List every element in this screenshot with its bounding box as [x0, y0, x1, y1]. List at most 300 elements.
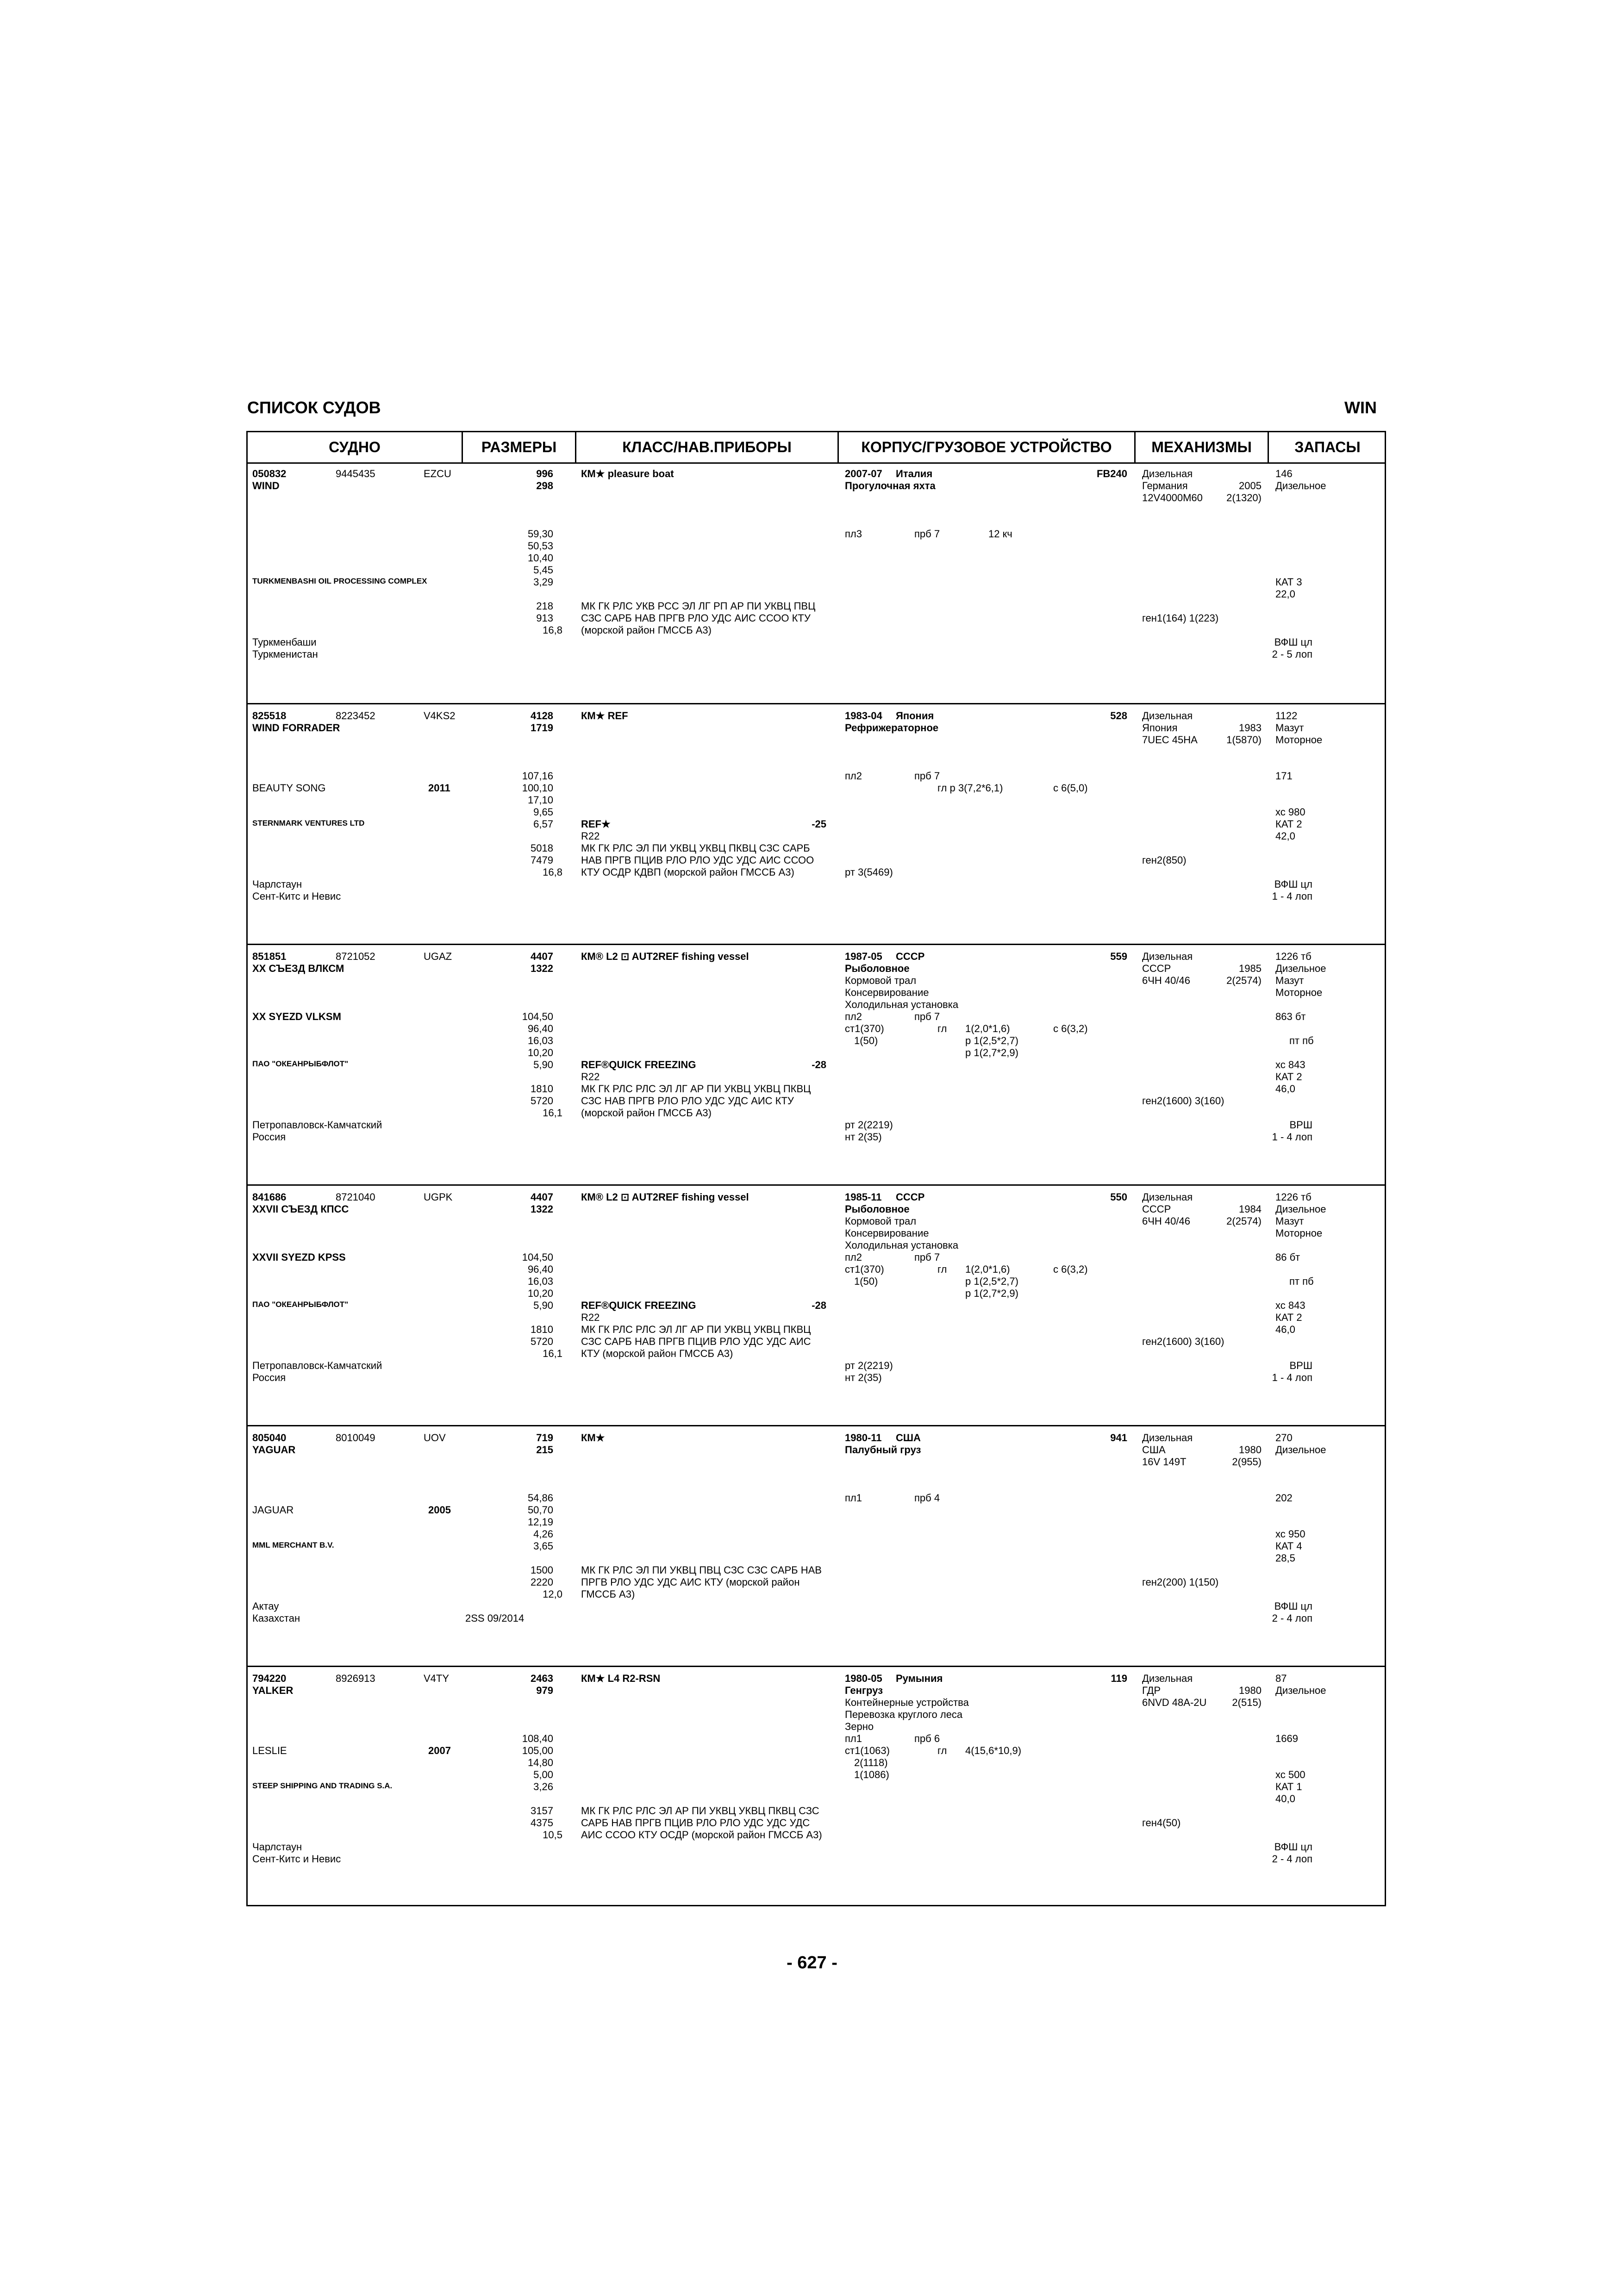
stores-value: Моторное: [1275, 1227, 1323, 1239]
ship-record: [248, 1184, 1385, 1425]
dimension-value: 107,16: [522, 770, 553, 782]
hull-hatch-label: гл: [937, 1263, 947, 1275]
engine-power: 2(955): [1232, 1456, 1262, 1468]
stores-value: Мазут: [1275, 1215, 1304, 1227]
generators: ген2(1600) 3(160): [1142, 1336, 1224, 1347]
class-notation: КМ★ REF: [581, 710, 628, 722]
hull-decks: пл3: [845, 528, 862, 540]
stores-value: 1122: [1275, 710, 1298, 722]
register-number: 825518: [252, 710, 287, 722]
call-sign: UGAZ: [424, 951, 452, 962]
dimension-value: 12,0: [543, 1588, 562, 1600]
build-country: США: [896, 1432, 921, 1444]
build-country: Румыния: [896, 1673, 943, 1684]
engine-year: 1985: [1239, 963, 1262, 974]
build-country: Япония: [896, 710, 934, 722]
dimension-value: 59,30: [527, 528, 553, 540]
stores-value: ВФШ цл: [1274, 1841, 1312, 1853]
ship-name: YALKER: [252, 1685, 294, 1696]
dimension-value: 14,80: [527, 1757, 553, 1768]
dimension-value: 4,26: [533, 1528, 553, 1540]
navigation-equipment: МК ГК РЛС РЛС ЭЛ АР ПИ УКВЦ УКВЦ ПКВЦ СЗС САРБ НАВ ПРГВ ПЦИВ РЛО РЛО УДС УДС УДС АИС ССОО КТУ ОСДР (морской район ГМССБ А3): [581, 1805, 822, 1841]
dimension-value: 218: [536, 600, 553, 612]
hull-cranes: с 6(5,0): [1053, 782, 1088, 794]
engine-model: 7UEC 45HA: [1142, 734, 1198, 746]
stores-value: 1226 тб: [1275, 951, 1312, 962]
owner-name: ПАО "ОКЕАНРЫБФЛОТ": [252, 1059, 349, 1068]
dimension-value: 12,19: [527, 1516, 553, 1528]
ship-type: Рыболовное: [845, 1203, 910, 1215]
build-date: 1985-11: [845, 1191, 882, 1203]
imo-number: 8223452: [336, 710, 375, 722]
navigation-equipment: МК ГК РЛС РЛС ЭЛ ЛГ АР ПИ УКВЦ УКВЦ ПКВЦ СЗС САРБ НАВ ПРГВ ПЦИВ РЛО УДС УДС АИС КТУ (морской район ГМССБ А3): [581, 1324, 811, 1359]
hull-hatch: р 1(2,7*2,9): [965, 1288, 1018, 1299]
ship-record: [248, 1666, 1385, 1906]
engine-country: Германия: [1142, 480, 1188, 492]
hull-stern-ramp: ст1(370): [845, 1263, 884, 1275]
dimension-value: 298: [536, 480, 553, 492]
yard-number: 559: [1110, 951, 1127, 962]
stores-value: 22,0: [1275, 588, 1295, 600]
stores-value: Дизельное: [1275, 480, 1326, 492]
hull-speed: 12 кч: [988, 528, 1012, 540]
dimension-value: 2220: [531, 1576, 553, 1588]
stores-value: 1226 тб: [1275, 1191, 1312, 1203]
imo-number: 8926913: [336, 1673, 375, 1684]
dimension-value: 50,53: [527, 540, 553, 552]
engine-year: 2005: [1239, 480, 1262, 492]
dimension-value: 1810: [531, 1083, 553, 1095]
ship-record: [248, 944, 1385, 1184]
ship-name: ХХ СЪЕЗД ВЛКСМ: [252, 963, 344, 974]
column-header-machinery: МЕХАНИЗМЫ: [1134, 432, 1268, 462]
dimension-value: 104,50: [522, 1251, 553, 1263]
refrigeration-temperature: -28: [812, 1300, 826, 1311]
dimension-value: 3,65: [533, 1540, 553, 1552]
stores-value: пт пб: [1289, 1035, 1314, 1046]
dimension-value: 10,20: [527, 1288, 553, 1299]
column-header-hull: КОРПУС/ГРУЗОВОЕ УСТРОЙСТВО: [837, 432, 1134, 462]
yard-number: 119: [1111, 1673, 1127, 1684]
hull-feature: Контейнерные устройства: [845, 1697, 969, 1708]
dimension-value: 913: [536, 612, 553, 624]
yard-number: 941: [1110, 1432, 1127, 1444]
hull-tanks: рт 2(2219): [845, 1119, 893, 1131]
column-header-stores: ЗАПАСЫ: [1268, 432, 1386, 462]
flag-state: Туркменистан: [252, 648, 318, 660]
generators: ген4(50): [1142, 1817, 1181, 1829]
class-notation: КМ★ L4 R2-RSN: [581, 1673, 661, 1684]
stores-value: Дизельное: [1275, 1444, 1326, 1456]
register-number: 794220: [252, 1673, 287, 1684]
stores-value: Дизельное: [1275, 1685, 1326, 1696]
hull-hatch-label: гл: [937, 1023, 947, 1034]
engine-type: Дизельная: [1142, 710, 1193, 722]
engine-country: ГДР: [1142, 1685, 1161, 1696]
dimension-value: 5,90: [533, 1059, 553, 1070]
dimension-value: 4375: [531, 1817, 553, 1829]
stores-value: хс 980: [1275, 806, 1305, 818]
stores-value: Дизельное: [1275, 1203, 1326, 1215]
hull-hatch-label: гл: [937, 1745, 947, 1756]
hull-decks: пл1: [845, 1733, 862, 1744]
dimension-value: 3,26: [533, 1781, 553, 1792]
hull-cranes: с 6(3,2): [1053, 1263, 1088, 1275]
generators: ген1(164) 1(223): [1142, 612, 1219, 624]
flag-state: Сент-Китс и Невис: [252, 890, 341, 902]
engine-type: Дизельная: [1142, 1432, 1193, 1444]
hull-feature: Холодильная установка: [845, 999, 959, 1010]
hull-tanks: нт 2(35): [845, 1131, 882, 1143]
stores-value: 863 бт: [1275, 1011, 1306, 1022]
dimension-value: 1719: [531, 722, 553, 734]
stores-value: 2 - 4 лоп: [1272, 1853, 1312, 1865]
class-notation: КМ★: [581, 1432, 605, 1444]
imo-number: 8721040: [336, 1191, 375, 1203]
home-port: Чарлстаун: [252, 878, 302, 890]
refrigerant-agent: R22: [581, 830, 600, 842]
stores-value: Моторное: [1275, 734, 1323, 746]
refrigeration-class: REF®QUICK FREEZING: [581, 1059, 696, 1070]
dimension-value: 1322: [531, 1203, 553, 1215]
dimension-value: 5,90: [533, 1300, 553, 1311]
home-port: Петропавловск-Камчатский: [252, 1119, 382, 1131]
hull-hatch: 1(2,0*1,6): [965, 1263, 1010, 1275]
owner-name: STEEP SHIPPING AND TRADING S.A.: [252, 1781, 393, 1790]
ship-name: YAGUAR: [252, 1444, 296, 1456]
hull-hatch: 4(15,6*10,9): [965, 1745, 1022, 1756]
dimension-value: 16,1: [543, 1107, 562, 1119]
call-sign: V4KS2: [424, 710, 456, 722]
stores-value: КАТ 2: [1275, 1071, 1302, 1083]
dimension-value: 96,40: [527, 1263, 553, 1275]
hull-ramp-capacity: 1(50): [854, 1035, 878, 1046]
refrigeration-temperature: -25: [812, 818, 826, 830]
stores-value: 87: [1275, 1673, 1287, 1684]
stores-value: 1 - 4 лоп: [1272, 1131, 1312, 1143]
dimension-value: 5018: [531, 842, 553, 854]
former-name: LESLIE: [252, 1745, 287, 1756]
stores-value: ВРШ: [1289, 1119, 1312, 1131]
ship-record: [248, 1425, 1385, 1666]
hull-tanks: рт 2(2219): [845, 1360, 893, 1371]
page-number: - 627 -: [787, 1953, 837, 1972]
hull-bulkheads: прб 7: [914, 770, 940, 782]
engine-power: 2(1320): [1226, 492, 1262, 504]
generators: ген2(200) 1(150): [1142, 1576, 1219, 1588]
dimension-value: 54,86: [527, 1492, 553, 1504]
navigation-equipment: МК ГК РЛС ЭЛ ПИ УКВЦ ПВЦ СЗС СЗС САРБ НАВ ПРГВ РЛО УДС УДС АИС КТУ (морской район ГМССБ А3): [581, 1564, 822, 1600]
dimension-value: 10,40: [527, 552, 553, 564]
dimension-value: 1322: [531, 963, 553, 974]
engine-model: 12V4000M60: [1142, 492, 1203, 504]
call-sign: V4TY: [424, 1673, 450, 1684]
build-country: СССР: [896, 1191, 925, 1203]
dimension-value: 3,29: [533, 576, 553, 588]
survey-note: 2SS 09/2014: [465, 1612, 525, 1624]
register-number: 050832: [252, 468, 287, 479]
flag-state: Россия: [252, 1131, 286, 1143]
engine-country: СССР: [1142, 963, 1171, 974]
hull-cranes: с 6(3,2): [1053, 1023, 1088, 1034]
stores-value: ВФШ цл: [1274, 878, 1312, 890]
register-number: 851851: [252, 951, 287, 962]
dimension-value: 2463: [531, 1673, 553, 1684]
stores-value: 46,0: [1275, 1324, 1295, 1335]
build-date: 1980-11: [845, 1432, 882, 1444]
build-country: СССР: [896, 951, 925, 962]
dimension-value: 100,10: [522, 782, 553, 794]
stores-value: 86 бт: [1275, 1251, 1300, 1263]
hull-decks: пл2: [845, 1251, 862, 1263]
home-port: Актау: [252, 1600, 279, 1612]
dimension-value: 16,8: [543, 624, 562, 636]
dimension-value: 108,40: [522, 1733, 553, 1744]
hull-holds: гл р 3(7,2*6,1): [937, 782, 1003, 794]
hull-decks: пл2: [845, 1011, 862, 1022]
imo-number: 9445435: [336, 468, 375, 479]
stores-value: 28,5: [1275, 1552, 1295, 1564]
stores-value: 202: [1275, 1492, 1293, 1504]
hull-feature: Зерно: [845, 1721, 874, 1732]
ship-record: [248, 462, 1385, 703]
stores-value: пт пб: [1289, 1276, 1314, 1287]
engine-year: 1983: [1239, 722, 1262, 734]
ship-name: WIND FORRADER: [252, 722, 340, 734]
dimension-value: 16,1: [543, 1348, 562, 1359]
ship-type: Генгруз: [845, 1685, 883, 1696]
hull-feature: Консервирование: [845, 987, 929, 998]
hull-bulkheads: прб 6: [914, 1733, 940, 1744]
dimension-value: 4128: [531, 710, 553, 722]
dimension-value: 16,03: [527, 1276, 553, 1287]
hull-hatch: 1(2,0*1,6): [965, 1023, 1010, 1034]
dimension-value: 16,03: [527, 1035, 553, 1046]
dimension-value: 4407: [531, 951, 553, 962]
hull-hatch: р 1(2,5*2,7): [965, 1276, 1018, 1287]
navigation-equipment: МК ГК РЛС ЭЛ ПИ УКВЦ УКВЦ ПКВЦ СЗС САРБ НАВ ПРГВ ПЦИВ РЛО РЛО УДС УДС АИС ССОО КТУ ОСДР КДВП (морской район ГМССБ А3): [581, 842, 814, 878]
engine-type: Дизельная: [1142, 1191, 1193, 1203]
ship-type: Прогулочная яхта: [845, 480, 936, 492]
column-header-dimensions: РАЗМЕРЫ: [462, 432, 575, 462]
former-name-year: 2011: [428, 782, 450, 794]
dimension-value: 5720: [531, 1095, 553, 1107]
navigation-equipment: МК ГК РЛС РЛС ЭЛ ЛГ АР ПИ УКВЦ УКВЦ ПКВЦ СЗС НАВ ПРГВ РЛО РЛО УДС УДС АИС КТУ (морской район ГМССБ А3): [581, 1083, 811, 1119]
hull-feature: Консервирование: [845, 1227, 929, 1239]
class-notation: КМ★ pleasure boat: [581, 468, 674, 479]
stores-value: хс 950: [1275, 1528, 1305, 1540]
flag-state: Казахстан: [252, 1612, 300, 1624]
hull-bulkheads: прб 7: [914, 1011, 940, 1022]
engine-model: 6ЧН 40/46: [1142, 1215, 1190, 1227]
engine-model: 6ЧН 40/46: [1142, 975, 1190, 986]
refrigeration-temperature: -28: [812, 1059, 826, 1070]
dimension-value: 4407: [531, 1191, 553, 1203]
register-number: 805040: [252, 1432, 287, 1444]
ship-type: Рефрижераторное: [845, 722, 939, 734]
dimension-value: 105,00: [522, 1745, 553, 1756]
engine-year: 1980: [1239, 1685, 1262, 1696]
page-index-code: WIN: [1344, 398, 1377, 417]
stores-value: 1 - 4 лоп: [1272, 1372, 1312, 1383]
hull-decks: пл1: [845, 1492, 862, 1504]
dimension-value: 6,57: [533, 818, 553, 830]
ship-name: XXVII СЪЕЗД КПСС: [252, 1203, 349, 1215]
build-date: 1980-05: [845, 1673, 882, 1684]
owner-name: MML MERCHANT B.V.: [252, 1541, 334, 1549]
call-sign: EZCU: [424, 468, 451, 479]
navigation-equipment: МК ГК РЛС УКВ РСС ЭЛ ЛГ РП АР ПИ УКВЦ ПВЦ СЗС САРБ НАВ ПРГВ РЛО УДС АИС ССОО КТУ (морской район ГМССБ А3): [581, 600, 816, 636]
engine-model: 6NVD 48A-2U: [1142, 1697, 1207, 1708]
engine-power: 1(5870): [1226, 734, 1262, 746]
column-header-ship: СУДНО: [329, 439, 381, 455]
engine-type: Дизельная: [1142, 1673, 1193, 1684]
stores-value: КАТ 3: [1275, 576, 1302, 588]
table-header: [248, 432, 1385, 464]
dimension-value: 10,20: [527, 1047, 553, 1058]
ship-register-table: [246, 431, 1386, 1906]
stores-value: ВРШ: [1289, 1360, 1312, 1371]
dimension-value: 7479: [531, 854, 553, 866]
stores-value: 46,0: [1275, 1083, 1295, 1095]
hull-ramp-capacity: 2(1118): [854, 1757, 888, 1768]
dimension-value: 5,45: [533, 564, 553, 576]
dimension-value: 3157: [531, 1805, 553, 1817]
dimension-value: 5,00: [533, 1769, 553, 1780]
stores-value: КАТ 2: [1275, 1312, 1302, 1323]
class-notation: КМ® L2 ⊡ AUT2REF fishing vessel: [581, 1191, 749, 1203]
owner-name: STERNMARK VENTURES LTD: [252, 819, 365, 828]
dimension-value: 50,70: [527, 1504, 553, 1516]
hull-feature: Кормовой трал: [845, 975, 917, 986]
former-name: JAGUAR: [252, 1504, 294, 1516]
stores-value: Моторное: [1275, 987, 1323, 998]
stores-value: 171: [1275, 770, 1293, 782]
dimension-value: 1500: [531, 1564, 553, 1576]
engine-power: 2(515): [1232, 1697, 1262, 1708]
page-title: СПИСОК СУДОВ: [247, 398, 381, 417]
flag-state: Сент-Китс и Невис: [252, 1853, 341, 1865]
stores-value: хс 843: [1275, 1300, 1305, 1311]
call-sign: UOV: [424, 1432, 446, 1444]
stores-value: 1 - 4 лоп: [1272, 890, 1312, 902]
engine-country: США: [1142, 1444, 1166, 1456]
dimension-value: 979: [536, 1685, 553, 1696]
dimension-value: 719: [536, 1432, 553, 1444]
home-port: Туркменбаши: [252, 636, 317, 648]
flag-state: Россия: [252, 1372, 286, 1383]
stores-value: КАТ 4: [1275, 1540, 1302, 1552]
build-date: 2007-07: [845, 468, 882, 479]
ship-type: Рыболовное: [845, 963, 910, 974]
owner-name: TURKMENBASHI OIL PROCESSING COMPLEX: [252, 577, 427, 585]
hull-feature: Холодильная установка: [845, 1239, 959, 1251]
hull-feature: Перевозка круглого леса: [845, 1709, 963, 1720]
dimension-value: 9,65: [533, 806, 553, 818]
stores-value: ВФШ цл: [1274, 636, 1312, 648]
owner-name: ПАО "ОКЕАНРЫБФЛОТ": [252, 1300, 349, 1309]
class-notation: КМ® L2 ⊡ AUT2REF fishing vessel: [581, 951, 749, 962]
call-sign: UGPK: [424, 1191, 453, 1203]
refrigerant-agent: R22: [581, 1071, 600, 1083]
engine-type: Дизельная: [1142, 468, 1193, 479]
hull-stern-ramp: ст1(1063): [845, 1745, 890, 1756]
engine-year: 1984: [1239, 1203, 1262, 1215]
former-name: XXVII SYEZD KPSS: [252, 1251, 346, 1263]
engine-year: 1980: [1239, 1444, 1262, 1456]
dimension-value: 104,50: [522, 1011, 553, 1022]
stores-value: хс 843: [1275, 1059, 1305, 1070]
build-date: 1983-04: [845, 710, 882, 722]
generators: ген2(1600) 3(160): [1142, 1095, 1224, 1107]
ship-record: [248, 703, 1385, 944]
engine-country: СССР: [1142, 1203, 1171, 1215]
hull-stern-ramp: ст1(370): [845, 1023, 884, 1034]
stores-value: 40,0: [1275, 1793, 1295, 1804]
engine-power: 2(2574): [1226, 975, 1262, 986]
former-name-year: 2007: [428, 1745, 451, 1756]
engine-type: Дизельная: [1142, 951, 1193, 962]
register-number: 841686: [252, 1191, 287, 1203]
column-header-class: КЛАСС/НАВ.ПРИБОРЫ: [575, 432, 837, 462]
dimension-value: 10,5: [543, 1829, 562, 1841]
stores-value: 270: [1275, 1432, 1293, 1444]
stores-value: 146: [1275, 468, 1293, 479]
engine-power: 2(2574): [1226, 1215, 1262, 1227]
hull-ramp-capacity: 1(50): [854, 1276, 878, 1287]
build-date: 1987-05: [845, 951, 882, 962]
stores-value: КАТ 2: [1275, 818, 1302, 830]
hull-tanks: рт 3(5469): [845, 866, 893, 878]
engine-model: 16V 149T: [1142, 1456, 1187, 1468]
dimension-value: 996: [536, 468, 553, 479]
hull-hatch: р 1(2,7*2,9): [965, 1047, 1018, 1058]
refrigeration-class: REF®QUICK FREEZING: [581, 1300, 696, 1311]
refrigeration-class: REF★: [581, 818, 611, 830]
dimension-value: 5720: [531, 1336, 553, 1347]
dimension-value: 1810: [531, 1324, 553, 1335]
generators: ген2(850): [1142, 854, 1187, 866]
yard-number: 550: [1110, 1191, 1127, 1203]
imo-number: 8721052: [336, 951, 375, 962]
stores-value: 2 - 4 лоп: [1272, 1612, 1312, 1624]
stores-value: 1669: [1275, 1733, 1298, 1744]
stores-value: Дизельное: [1275, 963, 1326, 974]
hull-hatch: р 1(2,5*2,7): [965, 1035, 1018, 1046]
refrigerant-agent: R22: [581, 1312, 600, 1323]
stores-value: хс 500: [1275, 1769, 1305, 1780]
former-name: BEAUTY SONG: [252, 782, 326, 794]
build-country: Италия: [896, 468, 933, 479]
yard-number: 528: [1110, 710, 1127, 722]
hull-ramp-capacity: 1(1086): [854, 1769, 889, 1780]
stores-value: Мазут: [1275, 722, 1304, 734]
dimension-value: 215: [536, 1444, 553, 1456]
stores-value: 2 - 5 лоп: [1272, 648, 1312, 660]
hull-bulkheads: прб 7: [914, 1251, 940, 1263]
hull-tanks: нт 2(35): [845, 1372, 882, 1383]
former-name: XX SYEZD VLKSM: [252, 1011, 341, 1022]
stores-value: КАТ 1: [1275, 1781, 1302, 1792]
hull-feature: Кормовой трал: [845, 1215, 917, 1227]
yard-number: FB240: [1096, 468, 1127, 479]
ship-name: WIND: [252, 480, 280, 492]
dimension-value: 16,8: [543, 866, 562, 878]
ship-type: Палубный груз: [845, 1444, 921, 1456]
stores-value: Мазут: [1275, 975, 1304, 986]
dimension-value: 17,10: [527, 794, 553, 806]
former-name-year: 2005: [428, 1504, 451, 1516]
